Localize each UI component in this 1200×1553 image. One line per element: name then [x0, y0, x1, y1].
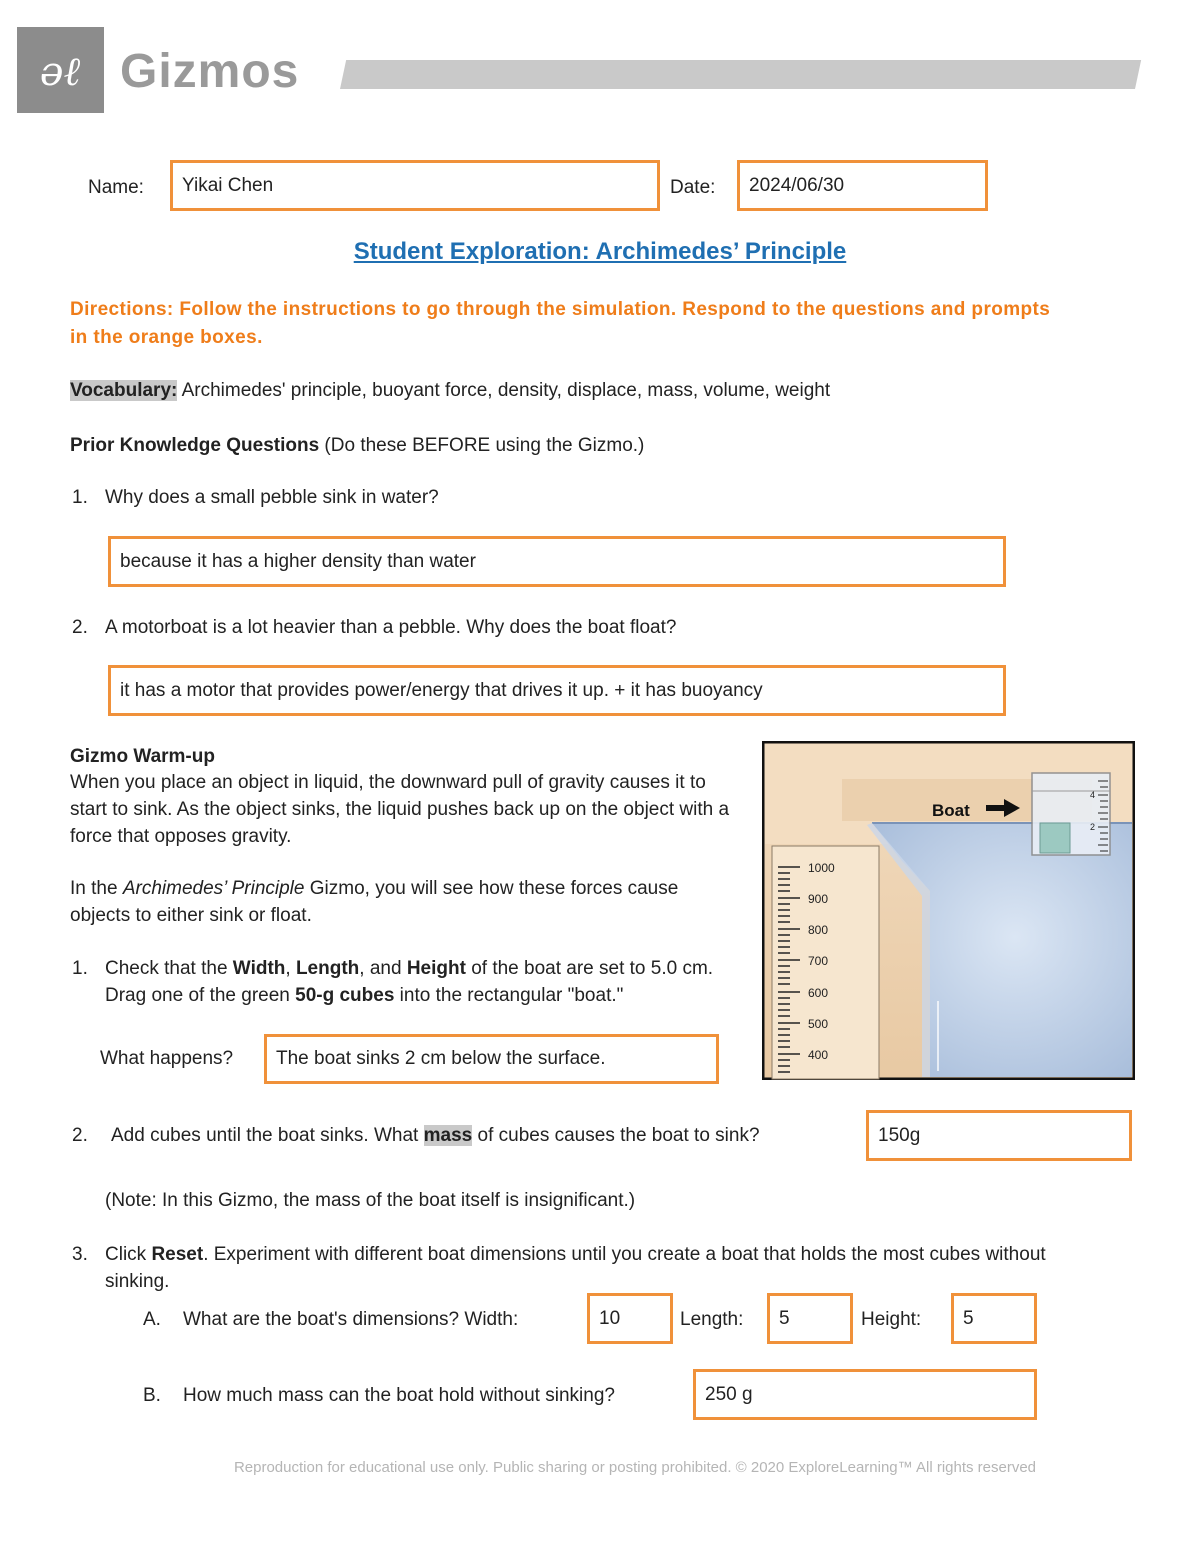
date-label: Date: [670, 177, 716, 198]
q3-reset-term: Reset [151, 1244, 204, 1265]
date-field[interactable] [737, 160, 988, 211]
prior-q2-text: A motorboat is a lot heavier than a pebble. Why does the boat float? [105, 617, 677, 638]
warmup-p2-gizmo-name: Archimedes’ Principle [122, 878, 305, 899]
prior-knowledge-heading: Prior Knowledge Questions [70, 435, 320, 456]
length-label: Length: [680, 1309, 744, 1330]
prior-q1-answer: because it has a higher density than water [120, 550, 476, 572]
q2-part-a: Add cubes until the boat sinks. What [111, 1125, 424, 1146]
boat-tick-label: 4 [1090, 790, 1096, 800]
q1-height-term: Height [406, 958, 466, 979]
q3a-letter: A. [143, 1309, 161, 1330]
q3b-text: How much mass can the boat hold without sinking? [183, 1385, 615, 1406]
q1-width-term: Width [232, 958, 286, 979]
warmup-q1-text [105, 955, 735, 1009]
beaker-tick-label: 800 [808, 923, 829, 937]
beaker-tick-label: 700 [808, 954, 829, 968]
footer-copyright: Reproduction for educational use only. Public sharing or posting prohibited. © 2020 ExploreLearning™ All rights reserved [233, 1459, 1037, 1476]
vocabulary-label: Vocabulary: [70, 380, 178, 401]
vocabulary-terms: Archimedes' principle, buoyant force, density, displace, mass, volume, weight [177, 380, 831, 401]
beaker-tick-label: 500 [808, 1017, 829, 1031]
warmup-paragraph-2 [70, 875, 730, 929]
warmup-paragraph-1: When you place an object in liquid, the downward pull of gravity causes it to start to sink. As the object sinks, the liquid pushes back up on the object with a force that opposes gravity. [70, 772, 730, 847]
q3a-text: What are the boat's dimensions? Width: [183, 1309, 519, 1330]
q1-part-b: of the boat are set to 5.0 cm. Drag one of the green [105, 958, 714, 1006]
beaker-tick-label: 1000 [808, 861, 835, 875]
beaker-tick-label: 600 [808, 986, 829, 1000]
warmup-q3-number: 3. [72, 1244, 88, 1265]
warmup-q2-text [111, 1122, 760, 1149]
warmup-note: (Note: In this Gizmo, the mass of the boat itself is insignificant.) [105, 1190, 636, 1211]
beaker-tick-label: 400 [808, 1048, 829, 1062]
directions-text: Directions: Follow the instructions to go through the simulation. Respond to the questions and prompts in the orange boxes. [70, 299, 1051, 348]
q1-length-term: Length [295, 958, 360, 979]
date-value: 2024/06/30 [749, 174, 845, 196]
warmup-q1-number: 1. [72, 958, 88, 979]
name-field[interactable] [170, 160, 660, 211]
q3b-letter: B. [143, 1385, 161, 1406]
name-value: Yikai Chen [182, 174, 274, 196]
prior-q2-answer: it has a motor that provides power/energy that drives it up. + it has buoyancy [120, 679, 763, 701]
warmup-q1-answer: The boat sinks 2 cm below the surface. [276, 1048, 606, 1069]
warmup-q2-answer: 150g [878, 1124, 921, 1146]
width-value: 10 [599, 1307, 621, 1329]
mass-capacity-field[interactable] [693, 1369, 1037, 1420]
length-field[interactable] [767, 1293, 853, 1344]
q1-cubes-term: 50-g cubes [295, 985, 395, 1006]
warmup-p2-pre: In the [70, 878, 123, 899]
prior-q1-answer-box[interactable] [108, 536, 1006, 587]
svg-text:əℓ: əℓ [39, 49, 81, 95]
q2-mass-term: mass [423, 1125, 473, 1146]
prior-q2-number: 2. [72, 617, 88, 638]
q3-part-a: Click [105, 1244, 152, 1265]
prior-q1-text: Why does a small pebble sink in water? [105, 487, 439, 508]
warmup-q1-answer-box[interactable] [264, 1034, 719, 1084]
warmup-heading: Gizmo Warm-up [70, 746, 215, 767]
el-logo-icon [17, 27, 104, 113]
warmup-p2-post: Gizmo, you will see how these forces cause objects to either sink or float. [70, 878, 679, 926]
gizmo-simulation-image [762, 741, 1135, 1080]
width-field[interactable] [587, 1293, 673, 1344]
height-value: 5 [963, 1307, 974, 1329]
name-label: Name: [88, 177, 144, 198]
prior-q2-answer-box[interactable] [108, 665, 1006, 716]
boat-tick-label: 2 [1090, 822, 1096, 832]
q1-comma-1: , [285, 958, 296, 979]
header-bar [340, 60, 1141, 89]
q2-part-b: of cubes causes the boat to sink? [472, 1125, 760, 1146]
q1-part-a: Check that the [105, 958, 233, 979]
q1-part-c: into the rectangular "boat." [394, 985, 624, 1006]
height-field[interactable] [951, 1293, 1037, 1344]
boat-label: Boat [932, 801, 970, 820]
beaker-tick-label: 900 [808, 892, 829, 906]
warmup-q2-number: 2. [72, 1125, 88, 1146]
q1-comma-2: , and [359, 958, 407, 979]
warmup-q2-answer-box[interactable] [866, 1110, 1132, 1161]
length-value: 5 [779, 1307, 790, 1329]
prior-knowledge-heading-line [70, 432, 1130, 459]
warmup-q3-text [105, 1241, 1115, 1295]
page-title: Student Exploration: Archimedes’ Principle [353, 238, 847, 265]
prior-q1-number: 1. [72, 487, 88, 508]
gizmos-wordmark: Gizmos [120, 45, 300, 98]
warmup-q1-prompt: What happens? [100, 1048, 234, 1069]
vocabulary-line [70, 377, 1130, 404]
height-label: Height: [861, 1309, 922, 1330]
prior-knowledge-note: (Do these BEFORE using the Gizmo.) [319, 435, 645, 456]
mass-capacity-value: 250 g [705, 1383, 753, 1405]
q3-part-b: . Experiment with different boat dimensions until you create a boat that holds the most cubes without sinking. [105, 1244, 1046, 1292]
